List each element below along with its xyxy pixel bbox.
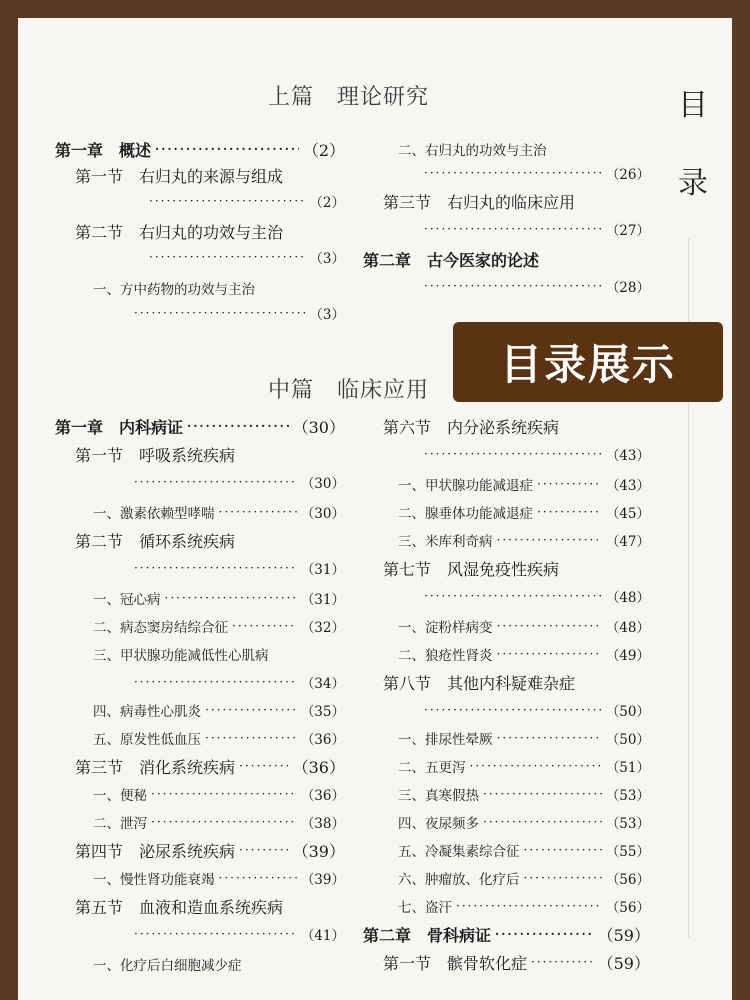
toc-entry-title: 七、盗汗 <box>398 900 452 916</box>
toc-leader-dots <box>497 533 602 547</box>
toc-entry-title: 五、原发性低血压 <box>93 732 201 748</box>
toc-page-number: （27） <box>605 223 650 239</box>
toc-entry-title: 三、甲状腺功能减低性心肌病 <box>93 648 269 664</box>
toc-page-number: （2） <box>302 140 345 160</box>
toc-entry[interactable] <box>93 809 345 835</box>
toc-page-number: （36） <box>300 732 345 748</box>
toc-entry[interactable] <box>93 613 345 639</box>
toc-leader-dots <box>219 505 297 519</box>
toc-entry[interactable] <box>420 160 650 186</box>
toc-entry-title: 三、米库利奇病 <box>398 534 493 550</box>
toc-entry-title: 一、化疗后白细胞减少症 <box>93 958 242 974</box>
toc-leader-dots <box>134 561 297 575</box>
toc-page-number: （41） <box>300 928 345 944</box>
toc-leader-dots <box>219 871 297 885</box>
toc-page-number: （3） <box>309 307 345 323</box>
toc-leader-dots <box>165 591 297 605</box>
toc-entry[interactable] <box>383 413 633 439</box>
toc-entry-title: 四、病毒性心肌炎 <box>93 704 201 720</box>
toc-entry-title: 第二章 骨科病证 <box>363 925 492 945</box>
toc-page-number: （43） <box>605 448 650 464</box>
toc-entry[interactable] <box>420 583 650 609</box>
toc-page-number: （59） <box>597 925 650 945</box>
toc-page-number: （55） <box>605 844 650 860</box>
toc-entry[interactable] <box>363 921 650 947</box>
toc-entry-title: 二、五更泻 <box>398 760 466 776</box>
toc-entry-title: 一、方中药物的功效与主治 <box>93 282 255 298</box>
toc-entry[interactable] <box>383 949 650 975</box>
toc-leader-dots <box>424 166 602 180</box>
toc-entry[interactable] <box>130 669 345 695</box>
toc-entry-title: 第一节 髌骨软化症 <box>383 953 528 973</box>
toc-page-number: （36） <box>292 757 345 777</box>
toc-entry[interactable] <box>398 499 650 525</box>
toc-page-number: （35） <box>300 704 345 720</box>
toc-entry[interactable] <box>398 641 650 667</box>
toc-leader-dots <box>524 843 602 857</box>
toc-page-number: （48） <box>605 590 650 606</box>
toc-leader-dots <box>497 731 602 745</box>
toc-page-number: （50） <box>605 704 650 720</box>
toc-leader-dots <box>151 787 297 801</box>
toc-page-number: （31） <box>300 592 345 608</box>
toc-entry-title: 五、冷凝集素综合征 <box>398 844 520 860</box>
toc-page-number: （45） <box>605 506 650 522</box>
toc-leader-dots <box>205 703 297 717</box>
toc-entry[interactable] <box>93 499 345 525</box>
toc-entry-title: 三、真寒假热 <box>398 788 479 804</box>
toc-page-number: （53） <box>605 816 650 832</box>
toc-entry[interactable] <box>420 216 650 242</box>
toc-entry[interactable] <box>145 244 345 270</box>
toc-entry[interactable] <box>420 441 650 467</box>
toc-page-number: （50） <box>605 732 650 748</box>
toc-entry-title: 一、激素依赖型哮喘 <box>93 506 215 522</box>
toc-entry-title: 一、慢性肾功能衰竭 <box>93 872 215 888</box>
toc-leader-dots <box>424 447 602 461</box>
toc-leader-dots <box>483 787 602 801</box>
toc-leader-dots <box>497 647 602 661</box>
toc-entry[interactable] <box>93 641 345 667</box>
toc-entry[interactable] <box>75 218 325 244</box>
toc-entry[interactable] <box>130 921 345 947</box>
toc-entry[interactable] <box>93 697 345 723</box>
toc-leader-dots <box>232 619 297 633</box>
toc-entry-title: 第七节 风湿免疫性疾病 <box>383 559 560 579</box>
toc-leader-dots <box>483 815 602 829</box>
toc-leader-dots <box>134 475 297 489</box>
toc-entry[interactable] <box>130 300 345 326</box>
toc-entry[interactable] <box>93 275 323 301</box>
toc-page-number: （2） <box>309 195 345 211</box>
toc-entry-title: 一、排尿性晕厥 <box>398 732 493 748</box>
toc-entry[interactable] <box>398 471 650 497</box>
toc-page-number: （47） <box>605 534 650 550</box>
toc-leader-dots <box>424 589 602 603</box>
toc-entry[interactable] <box>383 669 633 695</box>
toc-page-number: （53） <box>605 788 650 804</box>
toc-entry[interactable] <box>398 753 650 779</box>
toc-entry-title: 一、甲状腺功能减退症 <box>398 478 533 494</box>
toc-entry-title: 第一节 右归丸的来源与组成 <box>75 166 284 186</box>
toc-page-number: （38） <box>300 816 345 832</box>
toc-entry-title: 第五节 血液和造血系统疾病 <box>75 897 284 917</box>
banner <box>453 322 723 402</box>
toc-leader-dots <box>456 899 602 913</box>
toc-entry-title: 四、夜尿频多 <box>398 816 479 832</box>
toc-entry[interactable] <box>383 555 633 581</box>
toc-entry-title: 二、病态窦房结综合征 <box>93 620 228 636</box>
toc-entry-title: 第三节 消化系统疾病 <box>75 757 236 777</box>
side-title-char-1: 目 <box>678 88 708 123</box>
toc-leader-dots <box>149 194 305 208</box>
toc-entry[interactable] <box>75 753 345 779</box>
toc-page-number: （59） <box>597 953 650 973</box>
toc-entry-title: 第三节 右归丸的临床应用 <box>383 192 576 212</box>
toc-entry[interactable] <box>398 809 650 835</box>
toc-entry-title: 二、泄泻 <box>93 816 147 832</box>
side-title-char-2: 录 <box>678 166 708 201</box>
toc-page-number: （32） <box>300 620 345 636</box>
toc-page-number: （51） <box>605 760 650 776</box>
toc-page-number: （3） <box>309 251 345 267</box>
toc-entry-title: 六、肿瘤放、化疗后 <box>398 872 520 888</box>
toc-leader-dots <box>524 871 602 885</box>
toc-entry[interactable] <box>130 469 345 495</box>
toc-entry[interactable] <box>93 725 345 751</box>
banner-label: 目录展示 <box>499 340 676 389</box>
toc-entry-title: 二、狼疮性肾炎 <box>398 648 493 664</box>
toc-leader-dots <box>149 250 305 264</box>
toc-leader-dots <box>134 306 305 320</box>
toc-entry-title: 第一章 概述 <box>55 140 152 160</box>
toc-entry[interactable] <box>145 188 345 214</box>
toc-entry-title: 第一节 呼吸系统疾病 <box>75 445 236 465</box>
toc-entry-title: 一、冠心病 <box>93 592 161 608</box>
toc-leader-dots <box>155 142 299 156</box>
toc-entry[interactable] <box>398 613 650 639</box>
toc-entry-title: 第四节 泌尿系统疾病 <box>75 841 236 861</box>
toc-entry-title: 第六节 内分泌系统疾病 <box>383 417 560 437</box>
toc-page-number: （30） <box>300 476 345 492</box>
toc-leader-dots <box>497 619 602 633</box>
toc-entry[interactable] <box>398 136 648 162</box>
toc-entry[interactable] <box>398 837 650 863</box>
toc-entry-title: 二、腺垂体功能减退症 <box>398 506 533 522</box>
toc-page-number: （28） <box>605 280 650 296</box>
toc-page-number: （39） <box>300 872 345 888</box>
toc-leader-dots <box>205 731 297 745</box>
toc-leader-dots <box>537 505 602 519</box>
toc-page-number: （34） <box>300 676 345 692</box>
toc-page-number: （43） <box>605 478 650 494</box>
toc-page-number: （49） <box>605 648 650 664</box>
toc-entry[interactable] <box>383 188 633 214</box>
toc-page-number: （48） <box>605 620 650 636</box>
toc-page-number: （39） <box>292 841 345 861</box>
toc-entry[interactable] <box>420 697 650 723</box>
toc-leader-dots <box>424 222 602 236</box>
toc-entry-title: 一、便秘 <box>93 788 147 804</box>
toc-entry-title: 第二节 循环系统疾病 <box>75 531 236 551</box>
toc-entry[interactable] <box>75 893 325 919</box>
toc-entry[interactable] <box>75 837 345 863</box>
toc-entry[interactable] <box>93 781 345 807</box>
toc-entry[interactable] <box>75 441 325 467</box>
toc-entry[interactable] <box>93 585 345 611</box>
toc-leader-dots <box>537 477 602 491</box>
toc-entry[interactable] <box>55 136 345 162</box>
toc-page-number: （26） <box>605 167 650 183</box>
toc-page-number: （56） <box>605 872 650 888</box>
part-title-upper: 上篇 理论研究 <box>268 85 430 110</box>
toc-leader-dots <box>187 419 289 433</box>
toc-leader-dots <box>239 759 289 773</box>
toc-leader-dots <box>495 927 594 941</box>
toc-entry[interactable] <box>55 413 345 439</box>
toc-entry[interactable] <box>75 527 325 553</box>
toc-entry-title: 第一章 内科病证 <box>55 417 184 437</box>
toc-entry[interactable] <box>363 246 613 272</box>
toc-entry[interactable] <box>420 273 650 299</box>
toc-entry-title: 第八节 其他内科疑难杂症 <box>383 673 576 693</box>
toc-entry[interactable] <box>398 781 650 807</box>
toc-entry[interactable] <box>398 865 650 891</box>
toc-page-number: （36） <box>300 788 345 804</box>
toc-leader-dots <box>134 675 297 689</box>
toc-page-number: （31） <box>300 562 345 578</box>
toc-leader-dots <box>424 703 602 717</box>
toc-leader-dots <box>531 955 594 969</box>
toc-entry-title: 一、淀粉样病变 <box>398 620 493 636</box>
toc-page-number: （30） <box>292 417 345 437</box>
part-title-middle: 中篇 临床应用 <box>268 378 430 403</box>
toc-entry[interactable] <box>93 865 345 891</box>
toc-entry-title: 第二节 右归丸的功效与主治 <box>75 222 284 242</box>
toc-leader-dots <box>424 279 602 293</box>
toc-entry-title: 第二章 古今医家的论述 <box>363 250 540 270</box>
toc-page <box>18 18 732 1000</box>
toc-entry[interactable] <box>75 162 325 188</box>
toc-entry[interactable] <box>398 893 650 919</box>
toc-leader-dots <box>134 927 297 941</box>
toc-entry[interactable] <box>93 951 345 977</box>
toc-page-number: （56） <box>605 900 650 916</box>
toc-leader-dots <box>470 759 602 773</box>
toc-leader-dots <box>239 843 289 857</box>
toc-leader-dots <box>151 815 297 829</box>
bleed-through-text <box>58 28 71 47</box>
toc-entry[interactable] <box>398 725 650 751</box>
toc-entry-title: 二、右归丸的功效与主治 <box>398 143 547 159</box>
toc-entry[interactable] <box>130 555 345 581</box>
toc-entry[interactable] <box>398 527 650 553</box>
toc-page-number: （30） <box>300 506 345 522</box>
